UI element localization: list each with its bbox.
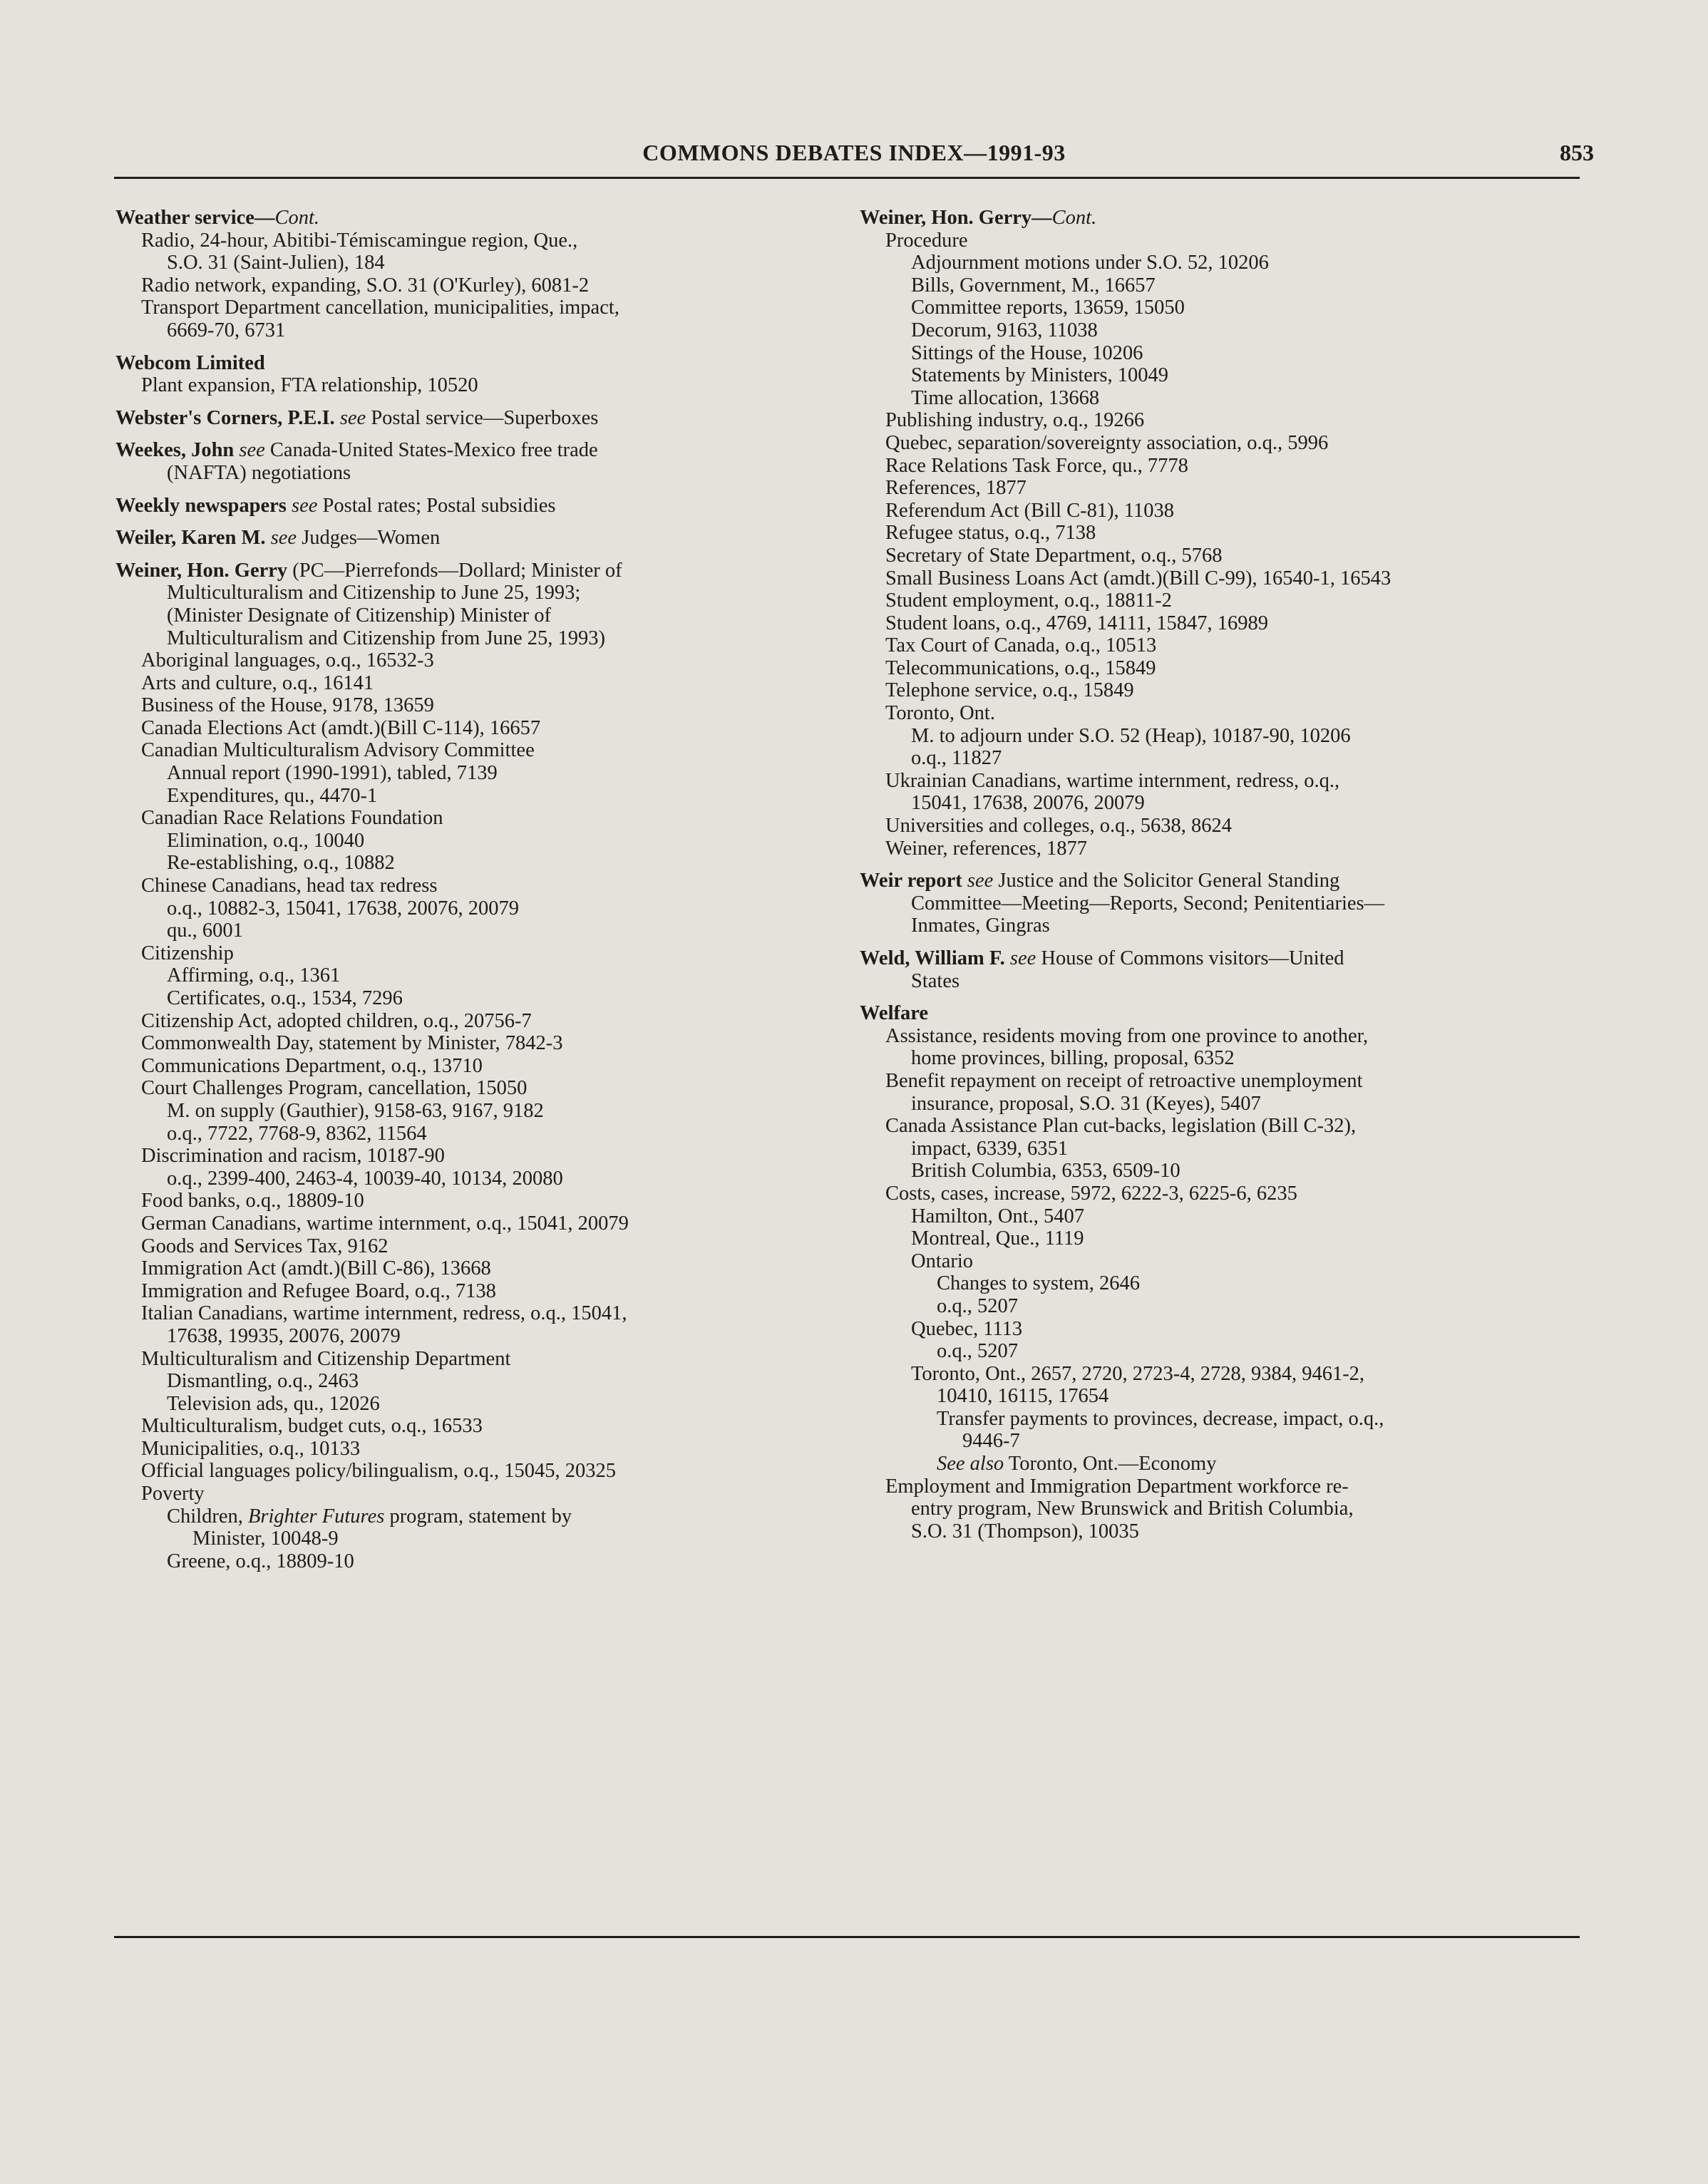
- page-header: [114, 140, 1594, 175]
- entry-text: Chinese Canadians, head tax redress: [141, 875, 438, 897]
- index-subentry-line: [860, 432, 1573, 455]
- entry-text: Aboriginal languages, o.q., 16532-3: [141, 649, 434, 672]
- entry-text: Italian Canadians, wartime internment, redress, o.q., 15041,: [141, 1302, 627, 1325]
- index-subentry-line: [115, 852, 828, 875]
- page-title: COMMONS DEBATES INDEX—1991-93: [642, 140, 1066, 165]
- index-subentry-line: [115, 462, 828, 485]
- index-heading-line: [115, 495, 828, 517]
- index-entry: [115, 407, 828, 430]
- index-subentry-line: [115, 1483, 828, 1505]
- entry-heading-text: Welfare: [860, 1002, 929, 1025]
- entry-text: Municipalities, o.q., 10133: [141, 1437, 361, 1460]
- entry-text: (NAFTA) negotiations: [167, 461, 351, 484]
- index-subentry-line: [860, 747, 1573, 770]
- index-subentry-line: [115, 297, 828, 319]
- entry-text: o.q., 5207: [937, 1340, 1018, 1363]
- index-subentry-line: [115, 604, 828, 627]
- entry-text: Toronto, Ont.: [885, 702, 995, 725]
- index-heading-line: [115, 527, 828, 550]
- index-heading-line: [115, 407, 828, 430]
- index-subentry-line: [115, 1212, 828, 1235]
- index-subentry-line: [860, 455, 1573, 478]
- index-subentry-line: [860, 342, 1573, 365]
- entry-text: o.q., 10882-3, 15041, 17638, 20076, 20079: [167, 897, 519, 920]
- entry-text: Greene, o.q., 18809-10: [167, 1550, 354, 1572]
- entry-text: Sittings of the House, 10206: [911, 341, 1143, 364]
- entry-text: Student employment, o.q., 18811-2: [885, 589, 1172, 612]
- index-subentry-line: [115, 1438, 828, 1461]
- index-subentry-line: [860, 1160, 1573, 1183]
- entry-text: Certificates, o.q., 1534, 7296: [167, 987, 403, 1009]
- cross-reference-label: see: [234, 439, 265, 462]
- index-subentry-line: [115, 694, 828, 717]
- entry-text: Benefit repayment on receipt of retroactive unemployment: [885, 1069, 1363, 1092]
- index-subentry-line: [860, 1093, 1573, 1116]
- entry-text: program, statement by: [384, 1505, 572, 1528]
- entry-text: qu., 6001: [167, 920, 243, 942]
- entry-heading-text: Weiner, Hon. Gerry: [115, 559, 288, 582]
- index-subentry-line: [115, 374, 828, 397]
- index-subentry-line: [115, 739, 828, 762]
- index-subentry-line: [860, 477, 1573, 500]
- entry-text: Children,: [167, 1505, 248, 1528]
- entry-text: Race Relations Task Force, qu., 7778: [885, 454, 1188, 477]
- entry-text: 17638, 19935, 20076, 20079: [167, 1324, 401, 1347]
- index-subentry-line: [115, 897, 828, 920]
- entry-text: S.O. 31 (Thompson), 10035: [911, 1520, 1139, 1542]
- index-subentry-line: [860, 1453, 1573, 1475]
- entry-text: Television ads, qu., 12026: [167, 1392, 380, 1415]
- index-subentry-line: [860, 1047, 1573, 1070]
- entry-text: Citizenship Act, adopted children, o.q., 20756-7: [141, 1009, 532, 1032]
- index-subentry-line: [115, 1460, 828, 1483]
- index-subentry-line: [115, 1235, 828, 1258]
- page-number: 853: [1560, 140, 1594, 165]
- index-subentry-line: [860, 364, 1573, 387]
- index-subentry-line: [860, 409, 1573, 432]
- index-subentry-line: [860, 1070, 1573, 1093]
- index-subentry-line: [115, 920, 828, 942]
- entry-text: Inmates, Gingras: [911, 915, 1050, 937]
- index-subentry-line: [860, 892, 1573, 915]
- index-subentry-line: [115, 987, 828, 1010]
- index-entry: [860, 207, 1573, 860]
- entry-text: Radio network, expanding, S.O. 31 (O'Kurley), 6081-2: [141, 274, 590, 297]
- entry-heading-text: Weekes, John: [115, 439, 235, 462]
- entry-text: Telephone service, o.q., 15849: [885, 679, 1134, 702]
- entry-text: Canadian Race Relations Foundation: [141, 807, 443, 830]
- entry-text: Small Business Loans Act (amdt.)(Bill C-99), 16540-1, 16543: [885, 567, 1391, 589]
- entry-text: Arts and culture, o.q., 16141: [141, 671, 374, 694]
- entry-text: Goods and Services Tax, 9162: [141, 1235, 389, 1257]
- entry-heading-text: —: [1032, 207, 1052, 229]
- index-subentry-line: [860, 230, 1573, 252]
- index-entry: [860, 870, 1573, 937]
- entry-text: Toronto, Ont.—Economy: [1004, 1453, 1217, 1475]
- index-subentry-line: [860, 274, 1573, 297]
- index-subentry-line: [860, 970, 1573, 993]
- index-subentry-line: [115, 1100, 828, 1123]
- entry-text: Multiculturalism and Citizenship from June 25, 1993): [167, 627, 606, 649]
- index-subentry-line: [115, 785, 828, 808]
- index-subentry-line: [860, 634, 1573, 657]
- entry-text: Re-establishing, o.q., 10882: [167, 852, 395, 875]
- index-subentry-line: [115, 1348, 828, 1371]
- index-heading-line: [860, 1002, 1573, 1025]
- cross-reference-label: see: [265, 527, 297, 550]
- index-entry: [115, 560, 828, 1573]
- cross-reference-label: see: [1004, 947, 1036, 969]
- index-subentry-line: [860, 815, 1573, 838]
- index-subentry-line: [860, 252, 1573, 274]
- entry-heading-text: Weather service: [115, 207, 254, 229]
- index-subentry-line: [115, 627, 828, 650]
- index-heading-line: [115, 352, 828, 375]
- entry-text: Canada-United States-Mexico free trade: [264, 439, 598, 462]
- index-subentry-line: [115, 1055, 828, 1078]
- entry-text: Universities and colleges, o.q., 5638, 8624: [885, 815, 1233, 838]
- entry-text: Statements by Ministers, 10049: [911, 364, 1168, 387]
- index-subentry-line: [860, 1227, 1573, 1250]
- entry-text: Changes to system, 2646: [937, 1272, 1140, 1295]
- left-column: [115, 207, 828, 1572]
- index-subentry-line: [860, 1272, 1573, 1295]
- index-heading-line: [860, 870, 1573, 892]
- index-subentry-line: [860, 1138, 1573, 1160]
- index-subentry-line: [860, 725, 1573, 748]
- entry-text: o.q., 5207: [937, 1294, 1018, 1317]
- entry-text: impact, 6339, 6351: [911, 1137, 1069, 1160]
- entry-text: Canadian Multiculturalism Advisory Committee: [141, 739, 535, 762]
- entry-text: Court Challenges Program, cancellation, 15050: [141, 1077, 528, 1100]
- index-subentry-line: [860, 915, 1573, 937]
- entry-text: Official languages policy/bilingualism, o.q., 15045, 20325: [141, 1460, 616, 1483]
- entry-text: Bills, Government, M., 16657: [911, 274, 1156, 297]
- index-subentry-line: [860, 1183, 1573, 1205]
- entry-text: Montreal, Que., 1119: [911, 1227, 1084, 1250]
- index-subentry-line: [860, 545, 1573, 567]
- index-subentry-line: [860, 1025, 1573, 1048]
- index-subentry-line: [115, 1280, 828, 1303]
- index-subentry-line: [860, 1115, 1573, 1138]
- index-entry: [860, 947, 1573, 992]
- index-subentry-line: [860, 838, 1573, 860]
- entry-text: Employment and Immigration Department workforce re-: [885, 1475, 1349, 1498]
- entry-text: Affirming, o.q., 1361: [167, 964, 341, 987]
- index-heading-line: [860, 207, 1573, 230]
- entry-text: Procedure: [885, 229, 968, 252]
- index-subentry-line: [115, 252, 828, 274]
- cross-reference-label: See also: [937, 1453, 1004, 1475]
- index-subentry-line: [115, 807, 828, 830]
- entry-text: Student loans, o.q., 4769, 14111, 15847, 16989: [885, 612, 1269, 634]
- entry-text: Time allocation, 13668: [911, 386, 1100, 409]
- entry-heading-text: —: [254, 207, 275, 229]
- index-subentry-line: [860, 387, 1573, 410]
- index-subentry-line: [860, 612, 1573, 635]
- index-subentry-line: [115, 1550, 828, 1573]
- index-subentry-line: [860, 702, 1573, 725]
- cross-reference-label: see: [286, 494, 318, 517]
- index-subentry-line: [115, 1302, 828, 1325]
- cross-reference-label: see: [334, 406, 366, 429]
- entry-text: Transfer payments to provinces, decrease, impact, o.q.,: [937, 1407, 1384, 1430]
- entry-text: Postal service—Superboxes: [366, 406, 599, 429]
- index-subentry-line: [115, 1393, 828, 1416]
- index-subentry-line: [115, 942, 828, 965]
- index-entry: [115, 527, 828, 550]
- entry-heading-text: Weekly newspapers: [115, 494, 287, 517]
- index-subentry-line: [115, 319, 828, 342]
- right-column: [860, 207, 1573, 1542]
- entry-text: Expenditures, qu., 4470-1: [167, 784, 378, 807]
- index-subentry-line: [115, 1370, 828, 1393]
- entry-heading-text: Weiler, Karen M.: [115, 527, 266, 550]
- entry-text: Adjournment motions under S.O. 52, 10206: [911, 252, 1269, 274]
- entry-text: Radio, 24-hour, Abitibi-Témiscamingue region, Que.,: [141, 229, 578, 252]
- entry-text: o.q., 11827: [911, 747, 1002, 770]
- index-entry: [115, 207, 828, 342]
- entry-heading-text: Weiner, Hon. Gerry: [860, 207, 1032, 229]
- entry-text: Weiner, references, 1877: [885, 837, 1087, 860]
- index-subentry-line: [115, 875, 828, 897]
- index-subentry-line: [115, 1123, 828, 1145]
- entry-text: Ukrainian Canadians, wartime internment, redress, o.q.,: [885, 769, 1340, 792]
- entry-text: Multiculturalism and Citizenship to June 25, 1993;: [167, 582, 581, 604]
- index-subentry-line: [115, 717, 828, 740]
- entry-text: entry program, New Brunswick and British Columbia,: [911, 1498, 1354, 1520]
- index-subentry-line: [115, 1415, 828, 1438]
- entry-text: Communications Department, o.q., 13710: [141, 1054, 483, 1077]
- entry-text: Annual report (1990-1991), tabled, 7139: [167, 762, 498, 785]
- entry-text: Decorum, 9163, 11038: [911, 319, 1098, 341]
- header-rule: [114, 177, 1580, 179]
- entry-text: o.q., 2399-400, 2463-4, 10039-40, 10134, 20080: [167, 1167, 563, 1190]
- entry-text: Refugee status, o.q., 7138: [885, 522, 1096, 545]
- index-subentry-line: [860, 1340, 1573, 1363]
- entry-text: Multiculturalism and Citizenship Department: [141, 1347, 511, 1370]
- entry-text: Judges—Women: [297, 527, 441, 550]
- entry-text: Plant expansion, FTA relationship, 10520: [141, 374, 478, 397]
- entry-text: Canada Elections Act (amdt.)(Bill C-114), 16657: [141, 716, 541, 739]
- entry-text: Transport Department cancellation, municipalities, impact,: [141, 297, 619, 319]
- index-subentry-line: [860, 1205, 1573, 1228]
- entry-text: Secretary of State Department, o.q., 5768: [885, 544, 1223, 567]
- index-subentry-line: [115, 274, 828, 297]
- entry-text: Costs, cases, increase, 5972, 6222-3, 6225-6, 6235: [885, 1182, 1297, 1205]
- index-subentry-line: [860, 297, 1573, 319]
- index-subentry-line: [115, 672, 828, 695]
- entry-text: Immigration and Refugee Board, o.q., 7138: [141, 1279, 496, 1302]
- entry-text: 6669-70, 6731: [167, 319, 286, 341]
- entry-text: Committee—Meeting—Reports, Second; Penitentiaries—: [911, 892, 1385, 915]
- index-subentry-line: [115, 230, 828, 252]
- entry-text: Business of the House, 9178, 13659: [141, 694, 434, 717]
- entry-text: Publishing industry, o.q., 19266: [885, 409, 1145, 432]
- index-subentry-line: [860, 1430, 1573, 1453]
- index-subentry-line: [860, 679, 1573, 702]
- entry-text: Assistance, residents moving from one province to another,: [885, 1024, 1369, 1047]
- entry-text: Postal rates; Postal subsidies: [317, 494, 556, 517]
- entry-text: Tax Court of Canada, o.q., 10513: [885, 634, 1157, 657]
- entry-heading-text: Webster's Corners, P.E.I.: [115, 406, 335, 429]
- index-subentry-line: [860, 1408, 1573, 1431]
- index-entry: [860, 1002, 1573, 1542]
- entry-text: Commonwealth Day, statement by Minister, 7842-3: [141, 1032, 563, 1055]
- entry-text: M. on supply (Gauthier), 9158-63, 9167, 9182: [167, 1099, 544, 1122]
- index-subentry-line: [860, 1475, 1573, 1498]
- index-subentry-line: [860, 1318, 1573, 1341]
- index-subentry-line: [115, 1077, 828, 1100]
- index-subentry-line: [115, 964, 828, 987]
- entry-heading-text: Weir report: [860, 870, 962, 892]
- entry-text: British Columbia, 6353, 6509-10: [911, 1160, 1180, 1183]
- entry-text: 9446-7: [962, 1430, 1020, 1453]
- entry-text: 15041, 17638, 20076, 20079: [911, 792, 1145, 815]
- index-subentry-line: [860, 1498, 1573, 1520]
- index-subentry-line: [860, 1520, 1573, 1543]
- entry-heading-text: Webcom Limited: [115, 351, 265, 374]
- entry-text: home provinces, billing, proposal, 6352: [911, 1047, 1235, 1070]
- entry-text: Committee reports, 13659, 15050: [911, 297, 1185, 319]
- index-subentry-line: [860, 657, 1573, 680]
- index-subentry-line: [115, 830, 828, 853]
- index-subentry-line: [860, 589, 1573, 612]
- index-subentry-line: [860, 1363, 1573, 1386]
- index-subentry-line: [115, 1168, 828, 1190]
- index-subentry-line: [860, 1385, 1573, 1408]
- entry-text: Immigration Act (amdt.)(Bill C-86), 13668: [141, 1257, 491, 1280]
- index-subentry-line: [860, 1295, 1573, 1318]
- entry-text: Multiculturalism, budget cuts, o.q., 16533: [141, 1415, 483, 1438]
- index-subentry-line: [860, 1250, 1573, 1273]
- entry-text: Minister, 10048-9: [192, 1528, 339, 1550]
- entry-text: Toronto, Ont., 2657, 2720, 2723-4, 2728, 9384, 9461-2,: [911, 1362, 1365, 1385]
- index-entry: [115, 439, 828, 484]
- index-subentry-line: [115, 1257, 828, 1280]
- index-subentry-line: [860, 567, 1573, 590]
- cross-reference-label: see: [962, 870, 994, 892]
- index-heading-line: [860, 947, 1573, 970]
- index-subentry-line: [115, 1032, 828, 1055]
- footer-rule: [114, 1936, 1580, 1938]
- entry-text: Brighter Futures: [248, 1505, 385, 1528]
- entry-text: States: [911, 969, 960, 992]
- entry-heading-text: Weld, William F.: [860, 947, 1005, 969]
- index-subentry-line: [115, 1528, 828, 1550]
- entry-text: House of Commons visitors—United: [1036, 947, 1344, 969]
- index-subentry-line: [115, 1145, 828, 1168]
- index-heading-line: [115, 560, 828, 582]
- entry-text: German Canadians, wartime internment, o.q., 15041, 20079: [141, 1212, 629, 1235]
- index-subentry-line: [115, 1190, 828, 1212]
- entry-text: (Minister Designate of Citizenship) Minister of: [167, 604, 552, 627]
- index-heading-line: [115, 207, 828, 230]
- entry-text: M. to adjourn under S.O. 52 (Heap), 10187-90, 10206: [911, 724, 1351, 747]
- entry-text: Ontario: [911, 1250, 974, 1272]
- index-subentry-line: [860, 770, 1573, 793]
- entry-text: Referendum Act (Bill C-81), 11038: [885, 499, 1174, 522]
- index-subentry-line: [115, 1325, 828, 1348]
- index-subentry-line: [860, 319, 1573, 342]
- entry-text: References, 1877: [885, 477, 1027, 500]
- entry-text: Discrimination and racism, 10187-90: [141, 1145, 445, 1168]
- entry-text: Citizenship: [141, 942, 234, 964]
- entry-text: o.q., 7722, 7768-9, 8362, 11564: [167, 1122, 427, 1145]
- index-entry: [115, 495, 828, 517]
- index-subentry-line: [115, 1010, 828, 1033]
- index-entry: [115, 352, 828, 397]
- entry-text: Dismantling, o.q., 2463: [167, 1370, 359, 1393]
- index-subentry-line: [115, 1505, 828, 1528]
- entry-text: Cont.: [1051, 207, 1097, 229]
- entry-text: (PC—Pierrefonds—Dollard; Minister of: [287, 559, 622, 582]
- entry-text: Hamilton, Ont., 5407: [911, 1205, 1085, 1227]
- index-subentry-line: [115, 649, 828, 672]
- entry-text: Food banks, o.q., 18809-10: [141, 1190, 364, 1212]
- index-subentry-line: [860, 500, 1573, 522]
- entry-text: Quebec, separation/sovereignty association, o.q., 5996: [885, 431, 1329, 454]
- entry-text: 10410, 16115, 17654: [937, 1385, 1109, 1408]
- index-subentry-line: [860, 522, 1573, 545]
- entry-text: Cont.: [274, 207, 319, 229]
- entry-text: insurance, proposal, S.O. 31 (Keyes), 5407: [911, 1092, 1261, 1115]
- entry-text: Poverty: [141, 1483, 205, 1505]
- entry-text: Canada Assistance Plan cut-backs, legislation (Bill C-32),: [885, 1115, 1357, 1138]
- index-subentry-line: [860, 792, 1573, 815]
- index-subentry-line: [115, 762, 828, 785]
- entry-text: S.O. 31 (Saint-Julien), 184: [167, 252, 385, 274]
- entry-text: Elimination, o.q., 10040: [167, 829, 365, 852]
- index-heading-line: [115, 439, 828, 462]
- index-subentry-line: [115, 582, 828, 604]
- entry-text: Telecommunications, o.q., 15849: [885, 656, 1156, 679]
- entry-text: Justice and the Solicitor General Standing: [993, 870, 1340, 892]
- entry-text: Quebec, 1113: [911, 1317, 1023, 1340]
